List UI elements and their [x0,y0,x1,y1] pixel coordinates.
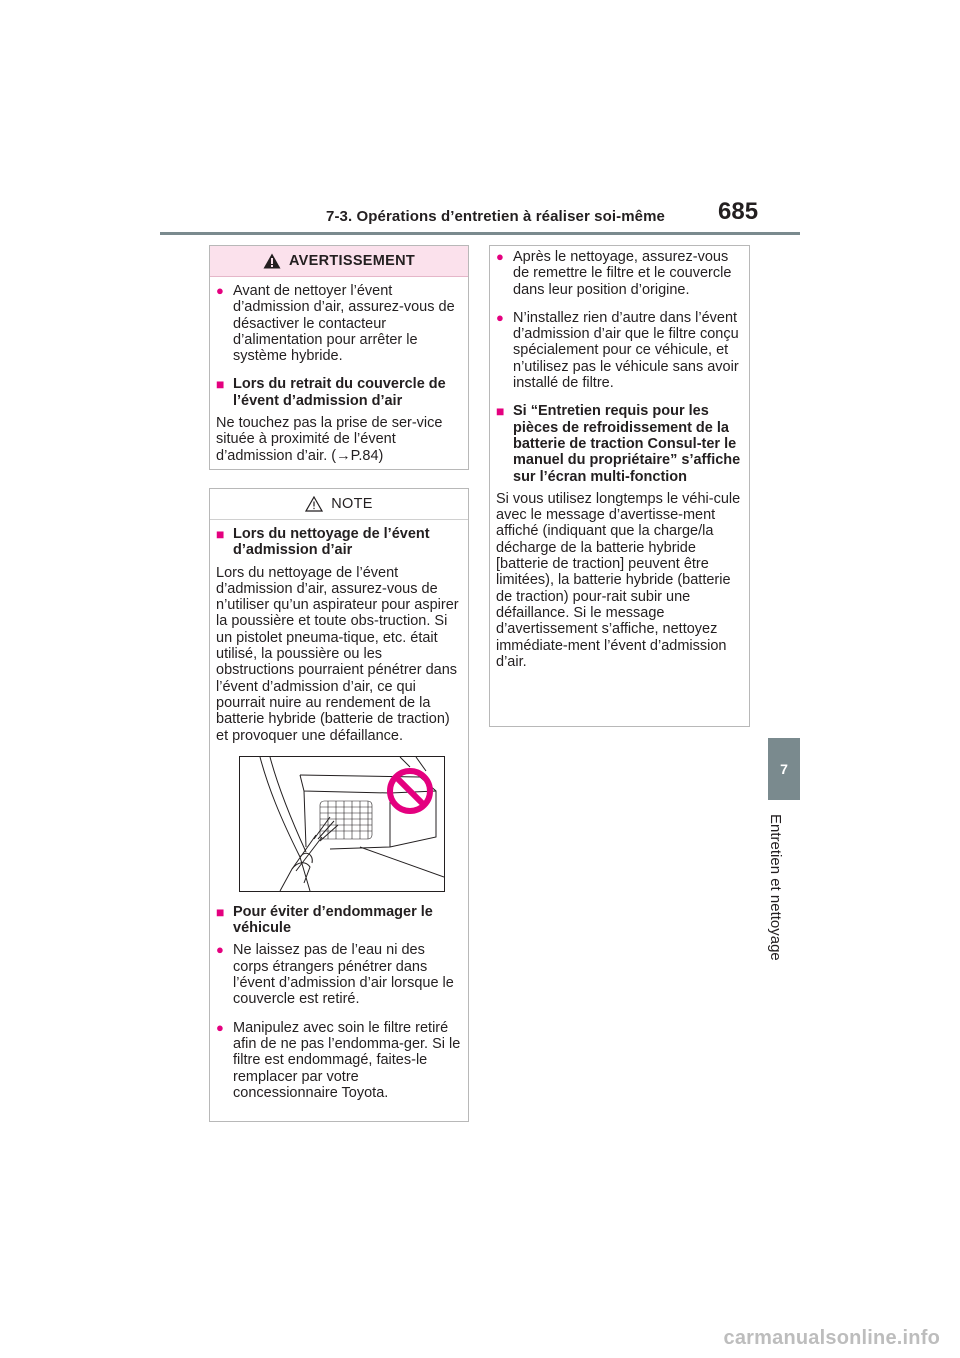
square-bullet-icon: ■ [496,403,505,420]
circle-bullet-icon: ● [216,942,224,958]
list-item: ● Après le nettoyage, assurez-vous de remettre le filtre et le couvercle dans leur position d’origine. [496,249,732,298]
list-item: ● Ne laissez pas de l’eau ni des corps étrangers pénétrer dans l’évent d’admission d’air lorsque le couvercle est retiré. [216,942,454,1008]
subheading: ■ Lors du nettoyage de l’évent d’admission d’air [216,526,430,559]
section-title: 7-3. Opérations d’entretien à réaliser soi-même [326,208,665,225]
paragraph: Ne touchez pas la prise de ser-vice située à proximité de l’évent d’admission d’air. (→P.84) [216,415,443,464]
subheading: ■ Pour éviter d’endommager le véhicule [216,903,433,937]
square-bullet-icon: ■ [216,376,225,393]
square-bullet-icon: ■ [216,903,225,920]
circle-bullet-icon: ● [216,283,224,298]
square-bullet-icon: ■ [216,526,225,542]
list-item: ● Manipulez avec soin le filtre retiré afin de ne pas l’endomma-ger. Si le filtre est endommagé, faites-le remplacer par votre concessionnaire Toyota. [216,1019,461,1101]
chapter-tab-label: Entretien et nettoyage [767,814,784,961]
warning-header [210,246,468,277]
continued-box [489,245,750,727]
note-title: NOTE [331,496,373,512]
circle-bullet-icon: ● [496,249,504,264]
list-item: ● N’installez rien d’autre dans l’évent d’admission d’air que le filtre conçu spécialement pour ce véhicule, et n’utilisez pas le véhicule sans avoir installé de filtre. [496,309,739,392]
page-number: 685 [718,198,759,225]
warning-box [209,245,469,470]
circle-bullet-icon: ● [216,1019,224,1035]
air-vent-cleaning-illustration [239,756,445,892]
paragraph: Lors du nettoyage de l’évent d’admission d’air, assurez-vous de n’utiliser qu’un aspirateur pour aspirer la poussière et toute obs-truction. Si un pistolet pneuma-tique, etc. était utilisé, la poussière ou les obstructions pourraient pénétrer dans l’évent d’admission d’air, ce qui pourrait nuire au rendement de la batterie hybride (batterie de traction) et provoquer une défaillance. [216,564,459,744]
footer-watermark: carmanualsonline.info [723,1327,940,1349]
circle-bullet-icon: ● [496,309,504,325]
warning-title: AVERTISSEMENT [288,253,416,269]
paragraph: Si vous utilisez longtemps le véhi-cule avec le message d’avertisse-ment affiché (indiquant que la charge/la décharge de la batterie hybride [batterie de traction] peuvent être limitées), la batterie hybride (batterie de traction) pour-rait subir une défaillance. Si le message d’avertissement s’affiche, nettoyez immédiate-ment l’évent d’admission d’air. [496,490,741,670]
subheading: ■ Lors du retrait du couvercle de l’évent d’admission d’air [216,376,446,409]
subheading: ■ Si “Entretien requis pour les pièces de refroidissement de la batterie de traction Consul-ter le manuel du propriétaire” s’affiche sur l’écran multi-fonction [496,403,741,485]
note-box [209,488,469,1122]
list-item: ● Avant de nettoyer l’évent d’admission d’air, assurez-vous de désactiver le contacteur d’alimentation pour arrêter le système hybride. [216,283,455,365]
chapter-tab-number[interactable]: 7 [768,738,800,800]
header-rule [160,232,800,235]
caution-triangle-outline-icon [305,496,323,512]
warning-triangle-icon [263,253,281,269]
note-header [210,489,468,520]
